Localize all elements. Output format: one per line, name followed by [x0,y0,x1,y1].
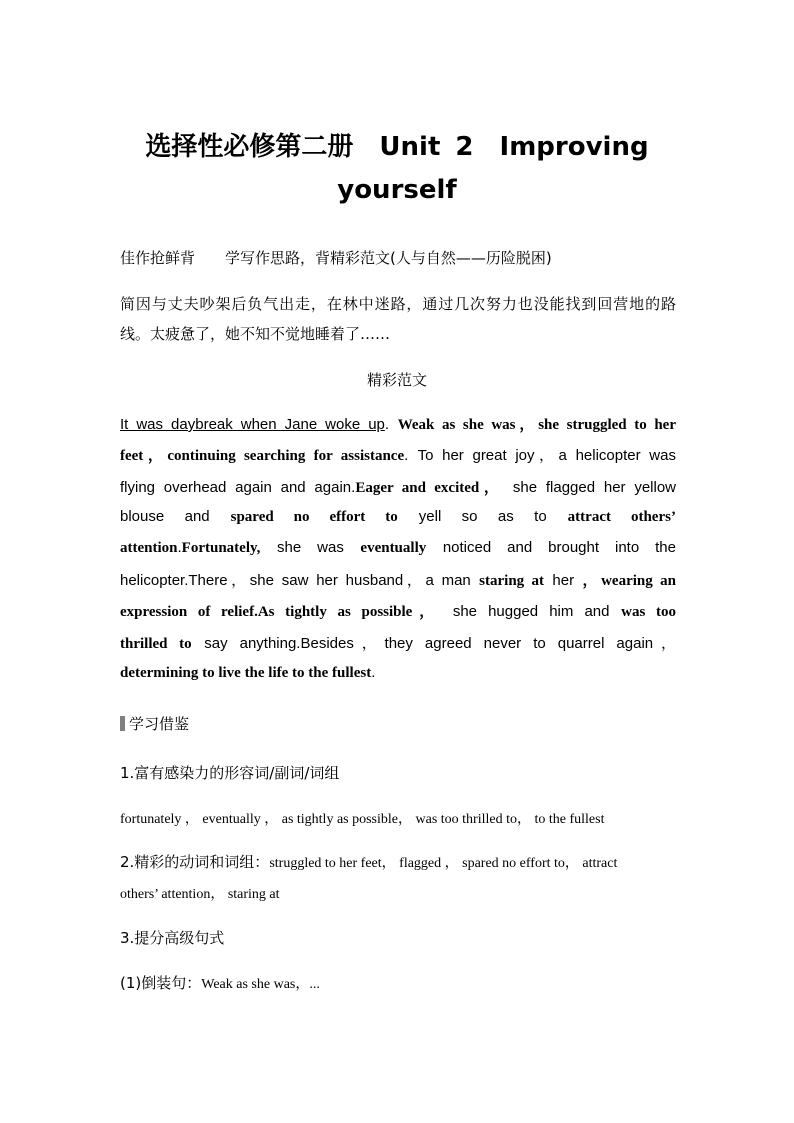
learning-heading-text: 学习借鉴 [129,715,190,733]
essay-segment: she hugged him and [452,603,610,620]
learning-item-2-title: 2.精彩的动词和词组： [120,853,270,871]
learning-item-3-sub-content: Weak as she was，... [201,977,320,992]
essay-line-4 [120,507,676,526]
essay-segment: she was [277,539,344,556]
learning-item-3-sub-label: (1)倒装句： [120,974,202,992]
essay-highlight: attract others’ [567,509,676,525]
learning-item-2-content-cont: others’ attention， staring at [120,887,280,902]
title-unit: Unit 2 [379,132,474,162]
essay-highlight: As tightly as possible， [257,604,442,620]
title-cn: 选择性必修第二册 [145,132,354,162]
essay-line-7 [120,600,676,621]
section-label: 佳作抢鲜背 [120,249,196,267]
learning-item-1-title: 1.富有感染力的形容词/副词/词组 [120,764,340,782]
essay-line-2 [120,444,676,465]
essay-line-6 [120,569,676,590]
essay-segment: helicopter.There，she saw her husband，a man [120,572,471,589]
essay-segment: her [552,572,575,589]
section-desc: 学写作思路，背精彩范文(人与自然——历险脱困) [225,249,552,267]
essay-segment: noticed and brought into the [442,539,676,556]
learning-item-3-title: 3.提分高级句式 [120,929,225,947]
essay-segment: . [384,416,390,433]
essay-segment: . [177,539,182,556]
page-title-line2: yourself [337,175,457,205]
learning-item-1-content: fortunately ， eventually ， as tightly as possible， was too thrilled to， to the fullest [120,812,605,827]
essay-heading: 精彩范文 [366,371,427,389]
page-title [0,126,794,163]
learning-item-2 [120,851,676,872]
essay-segment: It was daybreak when Jane woke up [120,416,385,433]
essay-highlight: Eager and excited， [355,480,504,496]
section-marker-icon [120,716,125,731]
essay-segment: . [371,664,376,681]
essay-line-9 [120,663,676,682]
learning-item-2-content: struggled to her feet， flagged ， spared no effort to， attract [269,856,618,871]
essay-highlight: eventually [360,540,427,556]
title-topic: Improving [499,132,649,162]
essay-highlight: thrilled to [120,636,192,652]
essay-highlight: expression of relief. [120,604,258,620]
essay-highlight: staring at [479,573,545,589]
essay-highlight: spared no effort to [230,509,398,525]
intro-line-1: 简因与丈夫吵架后负气出走，在林中迷路，通过几次努力也没能找到回营地的路 [120,295,676,313]
essay-segment: yell so as to [418,508,547,525]
essay-segment: say anything.Besides，they agreed never to quarrel again， [204,635,676,652]
intro-line-2: 线。太疲惫了，她不知不觉地睡着了…… [120,325,391,343]
essay-line-3 [120,476,676,497]
essay-line-5 [120,538,676,557]
essay-segment: To her great joy，a helicopter was [417,447,676,464]
essay-highlight: ，wearing an [582,573,676,589]
essay-highlight: feet，continuing searching for assistance [120,448,405,464]
essay-line-1 [120,413,676,434]
essay-segment: blouse and [120,508,210,525]
learning-heading [120,713,676,734]
essay-line-8 [120,632,676,653]
learning-item-3-sub [120,972,676,993]
essay-highlight: Fortunately, [181,540,261,556]
essay-segment: flying overhead again and again. [120,479,356,496]
section-header [120,247,676,268]
essay-highlight: was too [621,604,676,620]
essay-highlight: determining to live the life to the fullest [120,665,372,681]
essay-segment: she flagged her yellow [512,479,676,496]
essay-highlight: Weak as she was，she struggled to her [397,417,676,433]
essay-highlight: attention [120,540,178,556]
essay-segment: . [404,447,409,464]
